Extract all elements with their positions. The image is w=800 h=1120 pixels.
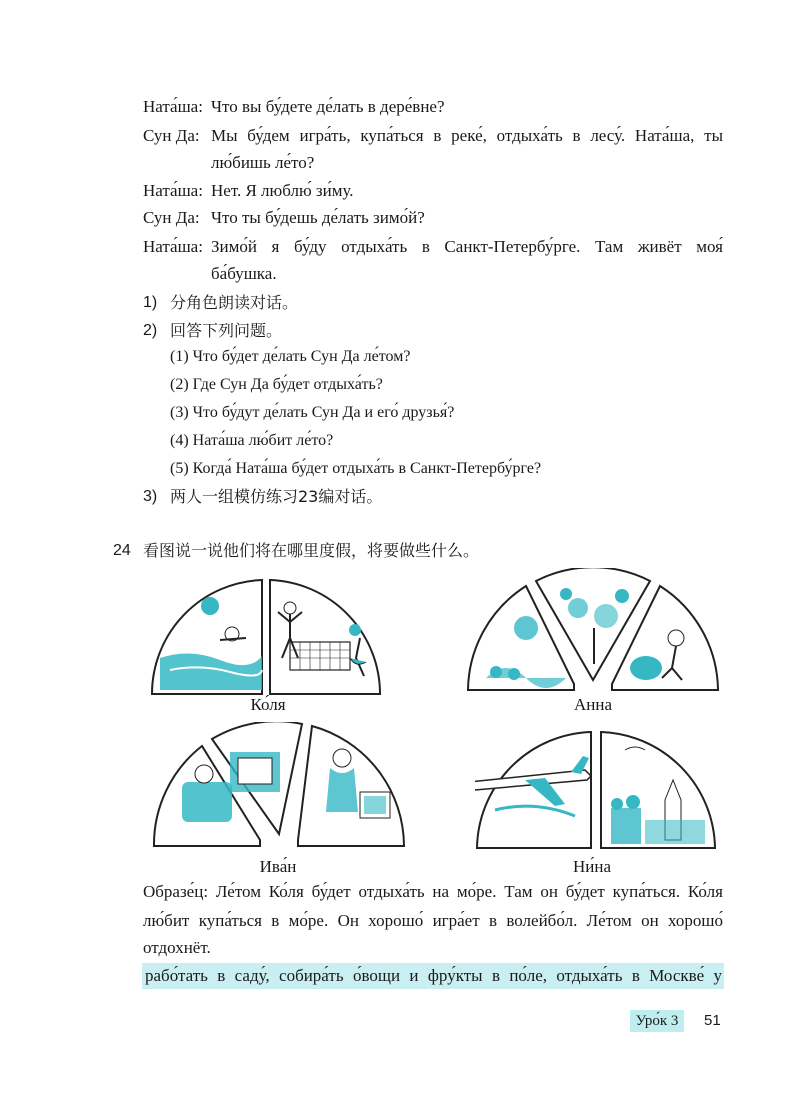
dialogue-line: Зимо́й я бу́ду отдыха́ть в Санкт-Петербу́рге. Там живёт моя́ [211,237,723,256]
dialogue-line: Что ты бу́дешь де́лать зимо́й? [211,208,425,227]
task-number: 2) [143,322,158,339]
picture-caption-nina: Ни́на [572,857,612,876]
exercise-number: 24 [113,542,131,559]
speaker: Ната́ша: [143,237,203,256]
speaker: Сун Да: [143,208,200,227]
ivan-illustration [152,722,406,852]
picture-caption-kolya: Ко́ля [250,695,286,714]
picture-caption-ivan: Ива́н [259,857,297,876]
question: (3) Что бу́дут де́лать Сун Да и его́ друзья́? [170,404,455,421]
task-number: 1) [143,294,158,311]
example-line-2: лю́бит купа́ться в мо́ре. Он хорошо́ игра́ет в волейбо́л. Ле́том он хорошо́ [143,911,723,930]
anna-illustration [466,568,720,696]
picture-caption-anna: Анна [573,695,613,714]
speaker: Ната́ша: [143,181,203,200]
dialogue-line: Нет. Я люблю́ зи́му. [211,181,354,200]
lesson-tab: Уро́к 3 [630,1010,684,1032]
dialogue-line: Что вы бу́дете де́лать в дере́вне? [211,97,445,116]
nina-illustration [475,730,717,850]
kolya-illustration [150,578,382,696]
exercise-instruction: 看图说一说他们将在哪里度假，将要做些什么。 [143,541,480,560]
example-line-3: отдохнёт. [143,938,211,957]
page-number: 51 [704,1012,721,1029]
dialogue-line-cont: ба́бушка. [211,264,277,283]
dialogue-line-cont: лю́бишь ле́то? [211,153,315,172]
speaker: Ната́ша: [143,97,203,116]
question: (2) Где Сун Да бу́дет отдыха́ть? [170,376,383,393]
task-text: 分角色朗读对话。 [170,293,299,312]
question: (1) Что бу́дет де́лать Сун Да ле́том? [170,348,411,365]
question: (5) Когда́ Ната́ша бу́дет отдыха́ть в Санкт-Петербу́рге? [170,460,542,477]
task-text: 两人一组模仿练习23编对话。 [170,487,383,506]
speaker: Сун Да: [143,126,200,145]
words-line: рабо́тать в саду́, собира́ть о́вощи и фру́кты в по́ле, отдыха́ть в Москве́ у [145,966,722,985]
example-line-1: Образе́ц: Ле́том Ко́ля бу́дет отдыха́ть на мо́ре. Там он бу́дет купа́ться. Ко́ля [143,882,723,901]
question: (4) Ната́ша лю́бит ле́то? [170,432,334,449]
task-text: 回答下列问题。 [170,321,283,340]
dialogue-line: Мы бу́дем игра́ть, купа́ться в реке́, отдыха́ть в лесу́. Ната́ша, ты [211,126,723,145]
task-number: 3) [143,488,158,505]
